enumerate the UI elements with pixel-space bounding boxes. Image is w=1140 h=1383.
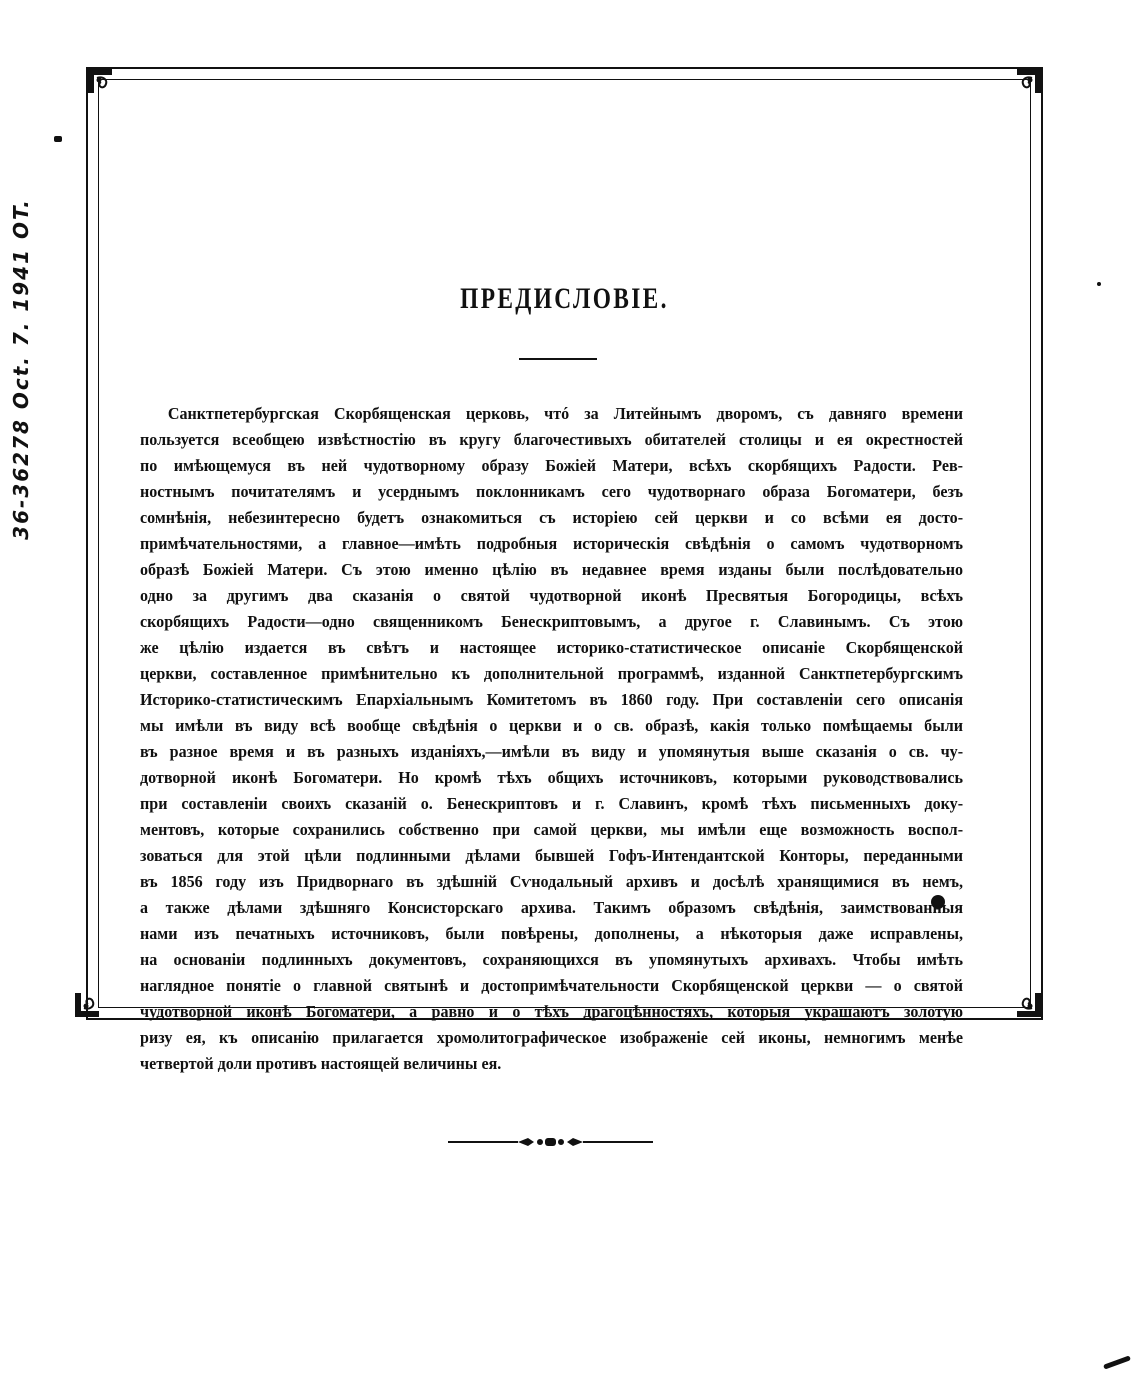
end-ornament-icon [448,1133,653,1151]
text-line: примѣчательностями, а главное—имѣть подробныя историческія свѣдѣнія о самомъ чудотворномъ [140,534,964,553]
ink-speck [1103,1355,1131,1369]
text-line: а также дѣлами здѣшняго Консисторскаго архива. Такимъ образомъ свѣдѣнія, заимствованныя [140,898,964,917]
text-line: пользуется всеобщею извѣстностію въ кругу благочестивыхъ обитателей столицы и ея окрестностей [140,430,964,449]
text-line: при составленіи своихъ сказаній о. Бенескриптовъ и г. Славинъ, кромѣ тѣхъ письменныхъ доку- [140,794,964,813]
text-line: ризу ея, къ описанію прилагается хромолитографическое изображеніе сей иконы, немногимъ менѣе [140,1028,964,1047]
text-line: наглядное понятіе о главной святынѣ и достопримѣчательности Скорбященской церкви — о святой [140,976,964,995]
text-line: церкви, составленное примѣнительно къ дополнительной программѣ, изданной Санктпетербургскимъ [140,664,964,683]
text-line: четвертой доли противъ настоящей величины ея. [140,1054,502,1073]
corner-ornament-icon [85,66,115,96]
text-line: одно за другимъ два сказанія о святой чудотворной иконѣ Пресвятыя Богородицы, всѣхъ [140,586,964,605]
margin-annotation: 36-36278 Oct. 7. 1941 OT. [9,198,33,540]
text-line: мы имѣли въ виду всѣ вообще свѣдѣнія о церкви и о св. образѣ, какія только помѣщаемы были [140,716,964,735]
text-line: зоваться для этой цѣли подлинными дѣлами бывшей Гофъ-Интендантской Конторы, переданными [140,846,964,865]
text-line: по имѣющемуся въ ней чудотворному образу Божіей Матери, всѣхъ скорбящихъ Радости. Рев- [140,456,964,475]
text-line: образѣ Божіей Матери. Съ этою именно цѣлію въ недавнее время изданы были послѣдовательно [140,560,964,579]
page-title: ПРЕДИСЛОВІЕ. [460,282,669,315]
text-line: Санктпетербургская Скорбященская церковь, чтó за Литейнымъ дворомъ, съ давняго времени [167,404,964,423]
corner-ornament-icon [72,990,102,1020]
text-line: на основаніи подлинныхъ документовъ, сохраняющихся въ упомянутыхъ архивахъ. Чтобы имѣть [140,950,964,969]
text-line: въ разное время и въ разныхъ изданіяхъ,—имѣли въ виду и упомянутыя выше сказанія о св. чу- [140,742,964,761]
corner-ornament-icon [1014,66,1044,96]
text-line: же цѣлію издается въ свѣтъ и настоящее историко-статистическое описаніе Скорбященской [140,638,964,657]
text-line: Историко-статистическимъ Епархіальнымъ Комитетомъ въ 1860 году. При составленіи сего описанія [140,690,964,709]
text-line: нами изъ печатныхъ источниковъ, были повѣрены, дополнены, а нѣкоторыя даже исправлены, [140,924,964,943]
text-line: въ 1856 году изъ Придворнаго въ здѣшній Сѵнодальный архивъ и досѣлѣ хранящимися въ немъ, [140,872,964,891]
preface-body [140,401,980,1077]
text-line: ментовъ, которые сохранились собственно при самой церкви, мы имѣли еще возможность воспол- [140,820,964,839]
text-line: дотворной иконѣ Богоматери. Но кромѣ тѣхъ общихъ источниковъ, которыми руководствовались [140,768,964,787]
ink-speck [1097,282,1101,286]
text-line: сомнѣнія, небезинтересно будетъ ознакомиться съ исторіею сей церкви и со всѣми ея досто- [140,508,964,527]
title-divider [519,358,597,360]
text-line: скорбящихъ Радости—одно священникомъ Бенескриптовымъ, а другое г. Славинымъ. Съ этою [140,612,964,631]
text-line: ностнымъ почитателямъ и усерднымъ поклонникамъ сего чудотворнаго образа Богоматери, безъ [140,482,964,501]
margin-mark [54,136,62,142]
text-line: чудотворной иконѣ Богоматери, а равно и о тѣхъ драгоцѣнностяхъ, которыя украшаютъ золотую [140,1002,964,1021]
corner-ornament-icon [1014,990,1044,1020]
